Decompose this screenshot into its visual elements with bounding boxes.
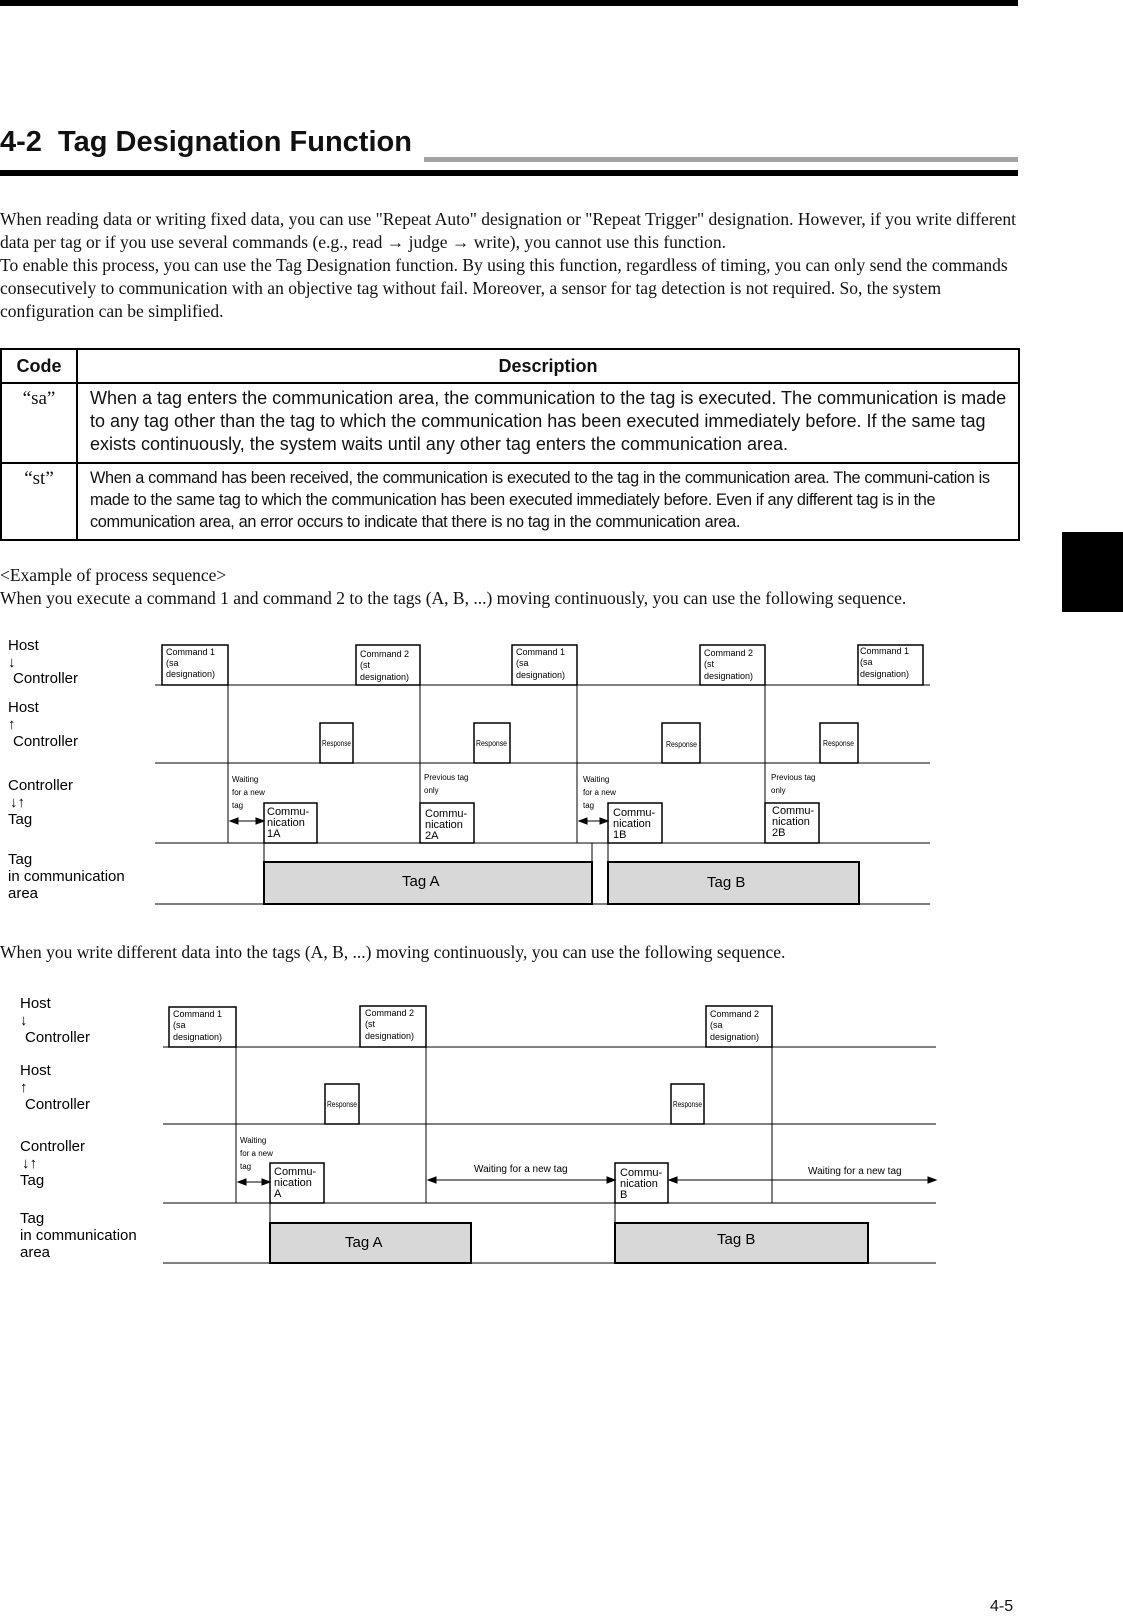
command-label: designation) bbox=[360, 672, 410, 682]
tag-label: Tag bbox=[8, 811, 33, 828]
communication-label: nication bbox=[772, 816, 810, 828]
tag-b-label: Tag B bbox=[707, 874, 746, 891]
section-title-text: Tag Designation Function bbox=[58, 126, 412, 158]
command-label: Command 2 bbox=[365, 1008, 415, 1018]
tag-area-label: in communication bbox=[8, 868, 125, 885]
tag-area-label: area bbox=[20, 1244, 51, 1261]
heading-gray-rule bbox=[424, 157, 1018, 162]
up-arrow-icon: ↑ bbox=[20, 1079, 28, 1096]
table-row bbox=[1, 383, 1019, 463]
tag-area-label: area bbox=[8, 885, 39, 902]
command-label: designation) bbox=[860, 669, 910, 679]
command-label: Command 1 bbox=[166, 647, 216, 657]
command-label: designation) bbox=[516, 670, 566, 680]
example-heading: <Example of process sequence> bbox=[0, 565, 227, 585]
top-rule bbox=[0, 0, 1018, 6]
code-cell: “sa” bbox=[1, 383, 77, 463]
command-label: designation) bbox=[704, 671, 754, 681]
waiting-note: Waiting bbox=[232, 775, 259, 784]
command-label: Command 2 bbox=[360, 649, 410, 659]
communication-label: Commu- bbox=[425, 808, 468, 820]
command-label: (sa bbox=[166, 658, 179, 668]
previous-tag-note: only bbox=[424, 786, 439, 795]
previous-tag-note: Previous tag bbox=[424, 773, 469, 782]
intro-text bbox=[0, 208, 1018, 323]
communication-label: nication bbox=[267, 817, 305, 829]
command-label: (st bbox=[360, 660, 370, 670]
description-header: Description bbox=[77, 349, 1019, 383]
command-label: Command 1 bbox=[860, 646, 910, 656]
sequence-diagram-1 bbox=[0, 630, 960, 910]
description-cell: When a tag enters the communication area, the communication to the tag is executed. The communication is made to any tag other than the tag to which the communication has been executed immediately before. If the same tag exists continuously, the system waits until any other tag enters the communication area. bbox=[77, 383, 1019, 463]
command-label: designation) bbox=[166, 669, 216, 679]
response-label: Response bbox=[673, 1100, 703, 1109]
command-label: Command 2 bbox=[710, 1009, 760, 1019]
sequence-diagram-2 bbox=[0, 990, 960, 1270]
tag-a-label: Tag A bbox=[402, 873, 440, 890]
command-label: Command 1 bbox=[516, 647, 566, 657]
command-label: designation) bbox=[173, 1032, 223, 1042]
up-arrow-icon: ↑ bbox=[8, 716, 16, 733]
example-description: When you execute a command 1 and command 2 to the tags (A, B, ...) moving continuously, you can use the following sequence. bbox=[0, 588, 907, 608]
description-cell: When a command has been received, the communication is executed to the tag in the communication area. The communi-cation is made to the same tag to which the communication has been executed immediately before. Even if any different tag is in the communication area, an error occurs to indicate that there is no tag in the communication area. bbox=[77, 463, 1019, 540]
section-title bbox=[0, 126, 412, 159]
command-label: Command 1 bbox=[173, 1009, 223, 1019]
communication-label: 2A bbox=[425, 830, 439, 842]
controller-label: Controller bbox=[25, 1096, 91, 1113]
waiting-label: Waiting for a new tag bbox=[808, 1166, 902, 1177]
host-label: Host bbox=[8, 637, 39, 654]
communication-label: nication bbox=[613, 818, 651, 830]
communication-label: A bbox=[274, 1188, 282, 1200]
host-label: Host bbox=[8, 699, 39, 716]
tag-area-label: Tag bbox=[8, 851, 33, 868]
command-label: (sa bbox=[516, 658, 529, 668]
page-number: 4-5 bbox=[990, 1598, 1014, 1615]
communication-label: nication bbox=[274, 1177, 312, 1189]
waiting-note: tag bbox=[232, 801, 244, 810]
response-label: Response bbox=[476, 739, 508, 748]
waiting-note: Waiting bbox=[240, 1136, 267, 1145]
command-label: (sa bbox=[860, 657, 873, 667]
command-label: designation) bbox=[710, 1032, 760, 1042]
example-description: When you write different data into the tags (A, B, ...) moving continuously, you can use the following sequence. bbox=[0, 942, 786, 962]
both-arrows-icon: ↓↑ bbox=[10, 794, 25, 811]
code-header: Code bbox=[1, 349, 77, 383]
communication-label: 1B bbox=[613, 829, 627, 841]
communication-label: Commu- bbox=[620, 1167, 663, 1179]
controller-label: Controller bbox=[13, 670, 79, 687]
command-label: (st bbox=[704, 659, 714, 669]
controller-label: Controller bbox=[20, 1138, 86, 1155]
command-label: Command 2 bbox=[704, 648, 754, 658]
tag-label: Tag bbox=[20, 1172, 45, 1189]
chapter-tab bbox=[1062, 532, 1123, 612]
controller-label: Controller bbox=[25, 1029, 91, 1046]
tag-a-label: Tag A bbox=[345, 1234, 383, 1251]
waiting-note: for a new bbox=[240, 1149, 273, 1158]
waiting-note: tag bbox=[240, 1162, 252, 1171]
communication-label: 2B bbox=[772, 827, 786, 839]
table-row bbox=[1, 463, 1019, 540]
code-table bbox=[0, 348, 1020, 541]
controller-label: Controller bbox=[13, 733, 79, 750]
communication-label: 1A bbox=[267, 828, 281, 840]
waiting-note: tag bbox=[583, 801, 595, 810]
command-label: (st bbox=[365, 1019, 375, 1029]
communication-label: Commu- bbox=[267, 806, 310, 818]
communication-label: Commu- bbox=[772, 805, 815, 817]
communication-label: B bbox=[620, 1189, 628, 1201]
response-label: Response bbox=[666, 740, 698, 749]
host-label: Host bbox=[20, 995, 51, 1012]
communication-label: Commu- bbox=[274, 1166, 317, 1178]
code-cell: “st” bbox=[1, 463, 77, 540]
tag-b-label: Tag B bbox=[717, 1231, 756, 1248]
table-header-row bbox=[1, 349, 1019, 383]
response-label: Response bbox=[322, 739, 352, 748]
waiting-label: Waiting for a new tag bbox=[474, 1164, 568, 1175]
down-arrow-icon: ↓ bbox=[8, 654, 16, 671]
tag-area-label: in communication bbox=[20, 1227, 137, 1244]
host-label: Host bbox=[20, 1062, 51, 1079]
tag-area-label: Tag bbox=[20, 1210, 45, 1227]
command-label: (sa bbox=[710, 1020, 723, 1030]
response-label: Response bbox=[327, 1100, 358, 1109]
previous-tag-note: Previous tag bbox=[771, 773, 816, 782]
both-arrows-icon: ↓↑ bbox=[22, 1155, 37, 1172]
waiting-note: for a new bbox=[583, 788, 616, 797]
example-text bbox=[0, 564, 1018, 610]
command-label: (sa bbox=[173, 1020, 186, 1030]
response-label: Response bbox=[823, 739, 855, 748]
section-heading bbox=[0, 126, 1018, 178]
controller-label: Controller bbox=[8, 777, 74, 794]
waiting-note: Waiting bbox=[583, 775, 610, 784]
heading-black-rule bbox=[0, 170, 1018, 176]
waiting-note: for a new bbox=[232, 788, 265, 797]
command-label: designation) bbox=[365, 1031, 415, 1041]
communication-label: Commu- bbox=[613, 807, 656, 819]
communication-label: nication bbox=[425, 819, 463, 831]
section-number: 4-2 bbox=[0, 126, 42, 158]
intro-paragraph: When reading data or writing fixed data, you can use "Repeat Auto" designation or "Repeat Trigger" designation. However, if you write different data per tag or if you use several commands (e.g., read → judge → write), you cannot use this function. bbox=[0, 209, 1017, 252]
down-arrow-icon: ↓ bbox=[20, 1012, 28, 1029]
communication-label: nication bbox=[620, 1178, 658, 1190]
previous-tag-note: only bbox=[771, 786, 786, 795]
intro-paragraph: To enable this process, you can use the Tag Designation function. By using this function, regardless of timing, you can only send the commands consecutively to communication with an objective tag without fail. Moreover, a sensor for tag detection is not required. So, the system configuration can be simplified. bbox=[0, 255, 1008, 321]
